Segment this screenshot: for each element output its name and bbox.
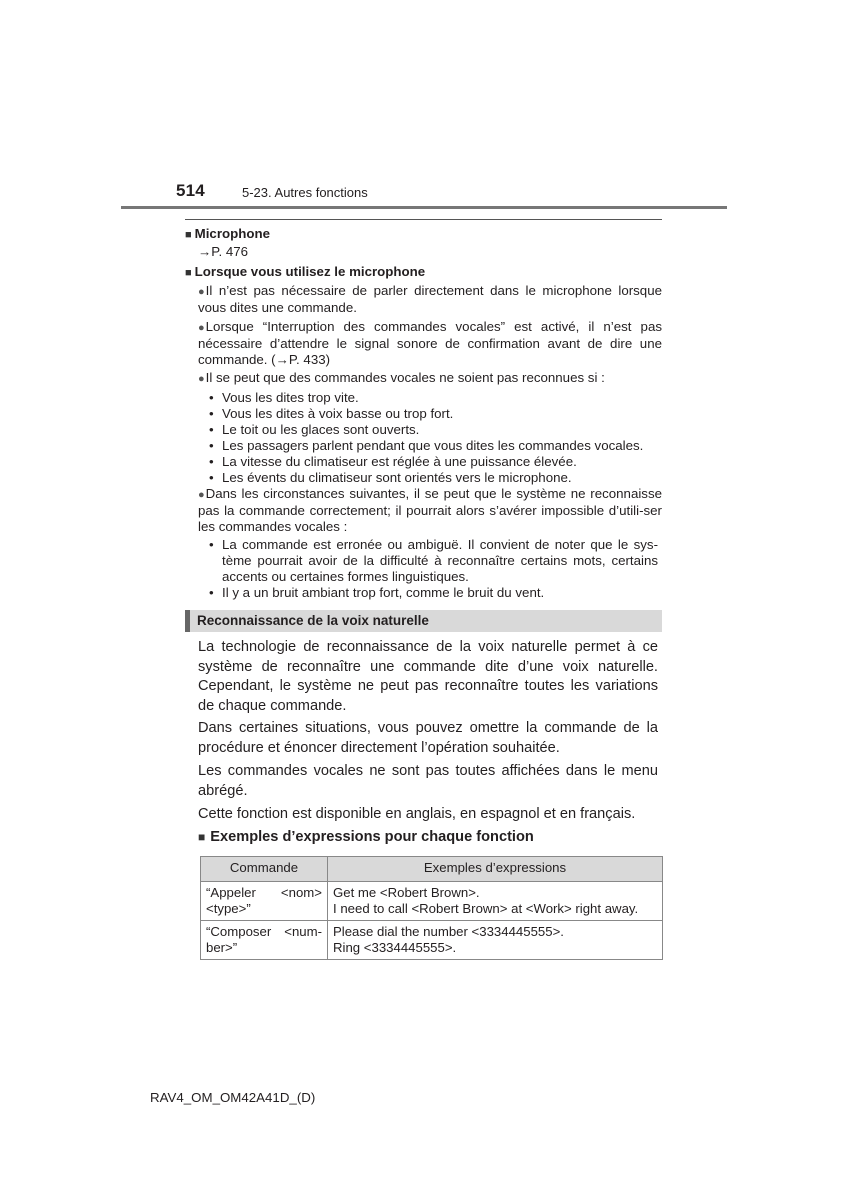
circle-bullet-icon: ● — [198, 373, 205, 385]
arrow-right-icon: → — [198, 244, 212, 259]
section-band-accent — [185, 610, 190, 632]
list-item: • La vitesse du climatiseur est réglée à une puissance élevée. — [209, 454, 577, 469]
example-line: Get me <Robert Brown>. — [333, 885, 480, 900]
square-bullet-icon: ■ — [185, 267, 192, 279]
paragraph-4: Cette fonction est disponible en anglais, en espagnol et en français. — [198, 806, 636, 822]
document-code: RAV4_OM_OM42A41D_(D) — [150, 1090, 316, 1105]
sub-list-1 — [209, 390, 662, 486]
paragraph-1: La technologie de reconnaissance de la voix naturelle permet à ce système de reconnaître une commande dite d’une voix naturelle. Cependant, le système ne peut pas reconnaître toutes les variations de chaque commande. — [198, 639, 658, 714]
bullet-3 — [198, 370, 662, 387]
paragraph-3: Les commandes vocales ne sont pas toutes affichées dans le menu abrégé. — [198, 763, 658, 799]
examples-cell — [328, 921, 663, 960]
examples-heading-text: Exemples d’expressions pour chaque fonction — [210, 829, 534, 845]
using-mic-heading — [185, 264, 425, 281]
examples-heading — [198, 829, 534, 845]
bullet-2-ref: P. 433) — [288, 352, 331, 367]
bullet-4-text: Dans les circonstances suivantes, il se peut que le système ne reconnaisse pas la commande correctement; il pourrait alors s’avérer impossible d’utili-ser les commandes vocales : — [198, 486, 662, 534]
list-item: • Vous les dites à voix basse ou trop fort. — [209, 406, 454, 421]
square-bullet-icon: ■ — [185, 229, 192, 241]
examples-cell — [328, 882, 663, 921]
microphone-ref — [198, 244, 248, 260]
list-item: • Les passagers parlent pendant que vous dites les commandes vocales. — [209, 438, 644, 453]
table-header-row — [201, 857, 663, 882]
list-item: • La commande est erronée ou ambiguë. Il convient de noter que le sys-tème pourrait avoir de la difficulté à reconnaître certains mots, certains accents ou certaines formes linguistiques. — [209, 537, 658, 584]
column-header-examples: Exemples d’expressions — [328, 857, 663, 882]
section-title: 5-23. Autres fonctions — [242, 185, 368, 200]
command-cell: “Appeler <nom> <type>” — [201, 882, 328, 921]
list-item: • Il y a un bruit ambiant trop fort, comme le bruit du vent. — [209, 585, 545, 600]
bullet-4 — [198, 486, 662, 535]
examples-table — [200, 856, 663, 960]
bullet-1-text: Il n’est pas nécessaire de parler directement dans le microphone lorsque vous dites une commande. — [198, 283, 662, 315]
list-item: • Le toit ou les glaces sont ouverts. — [209, 422, 420, 437]
command-cell: “Composer <num-ber>” — [201, 921, 328, 960]
sub-list-2 — [209, 537, 658, 601]
circle-bullet-icon: ● — [198, 286, 205, 298]
bullet-1 — [198, 283, 662, 316]
circle-bullet-icon: ● — [198, 322, 205, 334]
bullet-2 — [198, 319, 662, 368]
header-rule — [121, 206, 727, 209]
using-mic-heading-text: Lorsque vous utilisez le microphone — [194, 264, 426, 279]
list-item: • Vous les dites trop vite. — [209, 390, 359, 405]
list-item: • Les évents du climatiseur sont orientés vers le microphone. — [209, 470, 572, 485]
example-line: Ring <3334445555>. — [333, 940, 457, 955]
example-line: I need to call <Robert Brown> at <Work> right away. — [333, 901, 639, 916]
bullet-3-text: Il se peut que des commandes vocales ne soient pas reconnues si : — [205, 370, 605, 385]
bullet-2-text: Lorsque “Interruption des commandes vocales” est activé, il n’est pas nécessaire d’attendre le signal sonore de confirmation avant de dire une commande. ( — [198, 319, 662, 367]
section-heading: Reconnaissance de la voix naturelle — [197, 613, 429, 628]
paragraph-2: Dans certaines situations, vous pouvez omettre la commande de la procédure et énoncer directement l’opération souhaitée. — [198, 720, 658, 756]
arrow-right-icon: → — [275, 352, 289, 367]
table-row — [201, 921, 663, 960]
example-line: Please dial the number <3334445555>. — [333, 924, 564, 939]
microphone-heading — [185, 226, 270, 243]
column-header-command: Commande — [201, 857, 328, 882]
page-number: 514 — [176, 181, 205, 200]
circle-bullet-icon: ● — [198, 489, 205, 501]
subheader-rule — [185, 219, 662, 220]
microphone-ref-text: P. 476 — [211, 244, 249, 259]
square-bullet-icon: ■ — [198, 830, 206, 844]
microphone-heading-text: Microphone — [194, 226, 271, 241]
table-row — [201, 882, 663, 921]
